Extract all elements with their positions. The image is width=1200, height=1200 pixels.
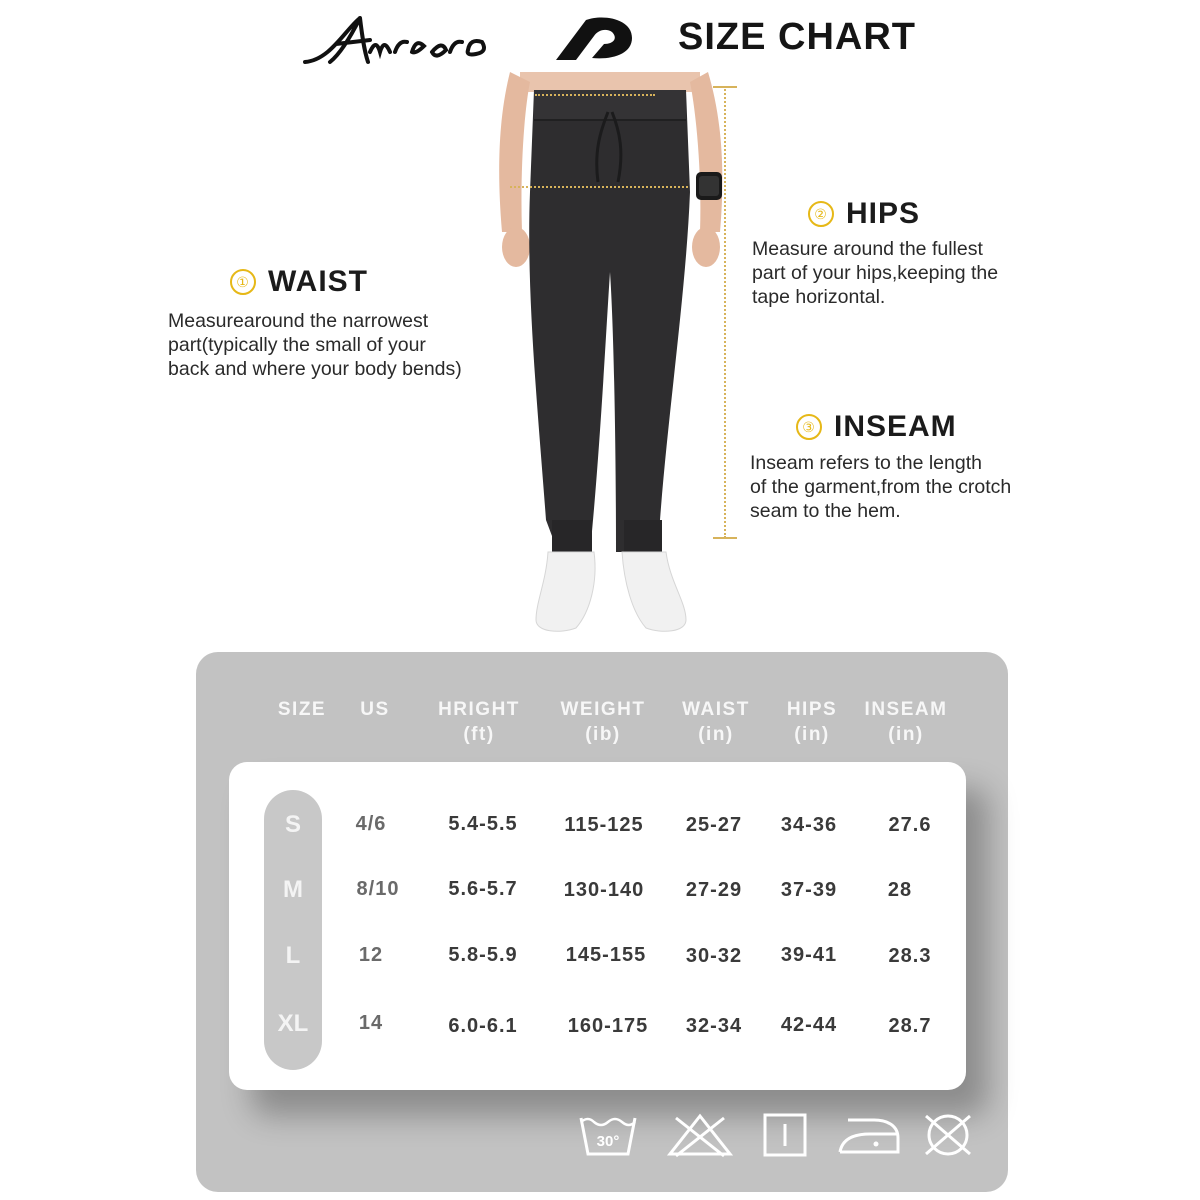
header-waist [666, 697, 766, 747]
waist-line-2: part(typically the small of your [168, 334, 426, 356]
us-l: 12 [358, 944, 384, 966]
number-1-icon: ① [230, 269, 256, 295]
inseam-line-1: Inseam refers to the length [750, 452, 982, 474]
tumble-dry-icon [762, 1112, 808, 1158]
do-not-dry-clean-icon [916, 1112, 980, 1158]
height-m: 5.6-5.7 [448, 878, 518, 900]
size-l: L [285, 942, 301, 969]
inseam-description [750, 451, 1011, 523]
us-m: 8/10 [356, 878, 400, 900]
size-xl: XL [277, 1010, 309, 1037]
header-inseam-unit: (in) [888, 724, 924, 745]
waist-line-3: back and where your body bends) [168, 358, 462, 380]
hips-line-2: part of your hips,keeping the [752, 262, 999, 284]
inseam-l: 28.3 [888, 945, 932, 967]
do-not-bleach-icon [666, 1112, 734, 1158]
number-2-icon: ② [808, 201, 834, 227]
weight-l: 145-155 [565, 944, 647, 966]
inseam-m: 28 [887, 879, 913, 901]
hips-m: 37-39 [780, 879, 838, 901]
waist-description [168, 309, 462, 381]
inseam-heading [796, 410, 957, 444]
iron-low-icon [834, 1112, 904, 1158]
waist-xl: 32-34 [685, 1015, 743, 1037]
waist-s: 25-27 [685, 814, 743, 836]
inseam-line-2: of the garment,from the crotch [750, 476, 1012, 498]
size-m: M [283, 876, 303, 903]
header-hips-label: HIPS [786, 699, 838, 720]
hips-l: 39-41 [780, 944, 838, 966]
waist-heading [230, 265, 368, 299]
waist-title: WAIST [268, 265, 368, 298]
header-height [424, 697, 534, 747]
header-inseam-label: INSEAM [864, 699, 948, 720]
inseam-title: INSEAM [834, 410, 957, 443]
weight-m: 130-140 [563, 879, 645, 901]
header-height-label: HRIGHT [438, 699, 520, 720]
brand-mark-logo [552, 14, 636, 64]
header-waist-unit: (in) [698, 724, 734, 745]
header-weight-label: WEIGHT [560, 699, 646, 720]
inseam-guide-line [724, 86, 726, 538]
header-us [340, 697, 410, 722]
weight-xl: 160-175 [567, 1015, 649, 1037]
model-photo [490, 72, 730, 642]
wash-temp-label: 30° [596, 1133, 620, 1150]
header-size-label: SIZE [277, 699, 327, 720]
header-weight-unit: (ib) [585, 724, 621, 745]
wash-30-icon [578, 1112, 638, 1158]
hips-s: 34-36 [780, 814, 838, 836]
header-waist-label: WAIST [682, 699, 750, 720]
height-s: 5.4-5.5 [448, 813, 518, 835]
page-title: SIZE CHART [678, 16, 916, 58]
size-table [229, 762, 966, 1090]
hips-line-3: tape horizontal. [752, 286, 886, 308]
waist-m: 27-29 [685, 879, 743, 901]
header-hips-unit: (in) [794, 724, 830, 745]
size-s: S [284, 811, 301, 838]
hips-xl: 42-44 [780, 1014, 838, 1036]
inseam-bottom-tick [713, 537, 737, 539]
header-inseam [856, 697, 956, 747]
waist-l: 30-32 [685, 945, 743, 967]
header-hips [772, 697, 852, 747]
us-s: 4/6 [355, 813, 387, 835]
height-xl: 6.0-6.1 [448, 1015, 518, 1037]
hips-title: HIPS [846, 197, 921, 230]
hips-guide-line [510, 186, 688, 188]
header-us-label: US [360, 699, 390, 720]
brand-logo [300, 10, 530, 70]
header-height-unit: (ft) [463, 724, 495, 745]
header-size [262, 697, 342, 722]
header-weight [548, 697, 658, 747]
us-xl: 14 [358, 1012, 384, 1034]
inseam-s: 27.6 [888, 814, 932, 836]
weight-s: 115-125 [564, 814, 644, 836]
number-3-icon: ③ [796, 414, 822, 440]
height-l: 5.8-5.9 [448, 944, 518, 966]
hips-line-1: Measure around the fullest [752, 238, 983, 260]
waist-guide-line [535, 94, 655, 96]
waist-line-1: Measurearound the narrowest [168, 310, 429, 332]
hips-description [752, 237, 998, 309]
inseam-line-3: seam to the hem. [750, 500, 901, 522]
hips-heading [808, 197, 920, 231]
inseam-xl: 28.7 [888, 1015, 932, 1037]
inseam-top-tick [713, 86, 737, 88]
